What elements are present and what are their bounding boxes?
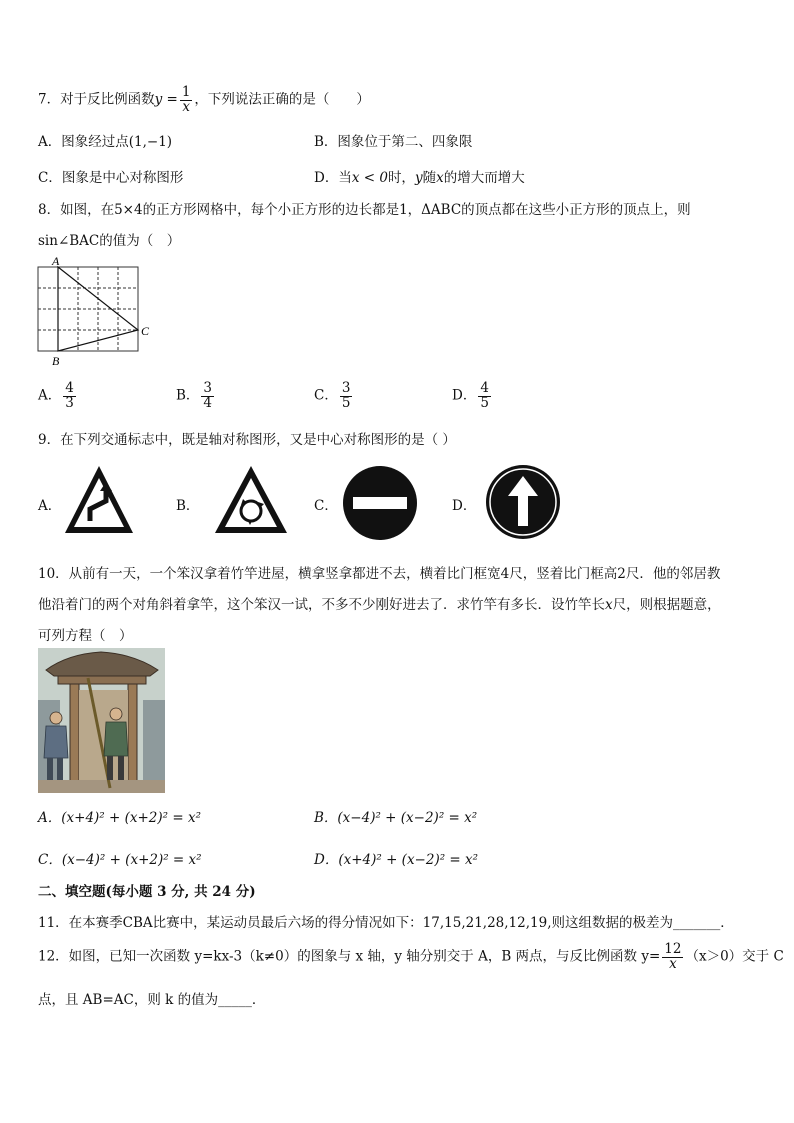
q7-stem-after: ，下列说法正确的是（ ）	[194, 91, 370, 108]
q7-option-a: A．图象经过点(1,−1)	[38, 134, 173, 150]
q9-label-c: C．	[314, 498, 338, 514]
section-heading-fill-blank: 二、填空题(每小题 3 分, 共 24 分)	[38, 884, 256, 900]
no-entry-sign-icon	[342, 465, 418, 541]
q7-option-b: B．图象位于第二、四象限	[314, 134, 473, 150]
q8-option-c: C． $\frac{3}{5}$	[314, 380, 351, 411]
q10-stem-line1: 10．从前有一天，一个笨汉拿着竹竿进屋，横拿竖拿都进不去，横着比门框宽4尺，竖着比门框高2尺．他的邻居教	[38, 566, 721, 582]
q7-option-c: C．图象是中心对称图形	[38, 170, 184, 186]
q7-stem	[38, 86, 370, 114]
q8-option-b: B． $\frac{3}{4}$	[176, 380, 213, 411]
q8-stem-line1: 8．如图，在5×4的正方形网格中，每个小正方形的边长都是1，ΔABC的顶点都在这些小正方形的顶点上，则	[38, 202, 691, 218]
q8-option-d: D． $\frac{4}{5}$	[452, 380, 489, 411]
door-bamboo-illustration	[38, 648, 165, 793]
q9-label-b: B．	[176, 498, 200, 514]
q12-stem-line2: 点，且 AB=AC，则 k 的值为_____．	[38, 992, 266, 1008]
q11-stem: 11．在本赛季CBA比赛中，某运动员最后六场的得分情况如下：17,15,21,28,12,19,则这组数据的极差为_______．	[38, 915, 734, 931]
q8-option-a: A． $\frac{4}{3}$	[38, 380, 74, 411]
vertex-a-label: A	[52, 257, 60, 268]
q9-label-d: D．	[452, 498, 477, 514]
q7-func-fraction: $\frac{1}{x}$	[181, 84, 191, 115]
vertex-c-label: C	[141, 324, 150, 338]
q10-option-b: B．(x−4)² + (x−2)² = x²	[314, 810, 478, 826]
q7-stem-before: 7．对于反比例函数	[38, 91, 155, 108]
straight-ahead-sign-icon	[485, 464, 561, 540]
q10-stem-line3: 可列方程（ ）	[38, 628, 133, 644]
q10-option-d: D．(x+4)² + (x−2)² = x²	[314, 852, 479, 868]
q9-label-a: A．	[38, 498, 62, 514]
q12-stem-line1: 12．如图，已知一次函数 y=kx-3（k≠0）的图象与 x 轴，y 轴分别交于 A，B 两点，与反比例函数 y= $\frac{12}{x}$ （x＞0）交于 C	[38, 941, 784, 972]
vertex-b-label: B	[52, 354, 60, 368]
grid-lines	[38, 267, 138, 351]
q8-stem-line2: sin∠BAC的值为（ ）	[38, 233, 181, 249]
winding-road-sign-icon	[62, 463, 136, 537]
q10-option-a: A．(x+4)² + (x+2)² = x²	[38, 810, 201, 826]
q12-fraction: $\frac{12}{x}$	[664, 941, 682, 972]
q8-grid-figure	[30, 257, 160, 369]
q9-stem: 9．在下列交通标志中，既是轴对称图形，又是中心对称图形的是（ ）	[38, 432, 456, 448]
q7-func-lhs: y =	[154, 91, 178, 108]
q10-option-c: C．(x−4)² + (x+2)² = x²	[38, 852, 202, 868]
q10-stem-line2: 他沿着门的两个对角斜着拿竿，这个笨汉一试，不多不少刚好进去了．求竹竿有多长．设竹竿长x尺，则根据题意，	[38, 597, 721, 613]
roundabout-sign-icon	[212, 463, 290, 537]
q7-option-d: D．当x < 0时，y随x的增大而增大	[314, 170, 525, 186]
